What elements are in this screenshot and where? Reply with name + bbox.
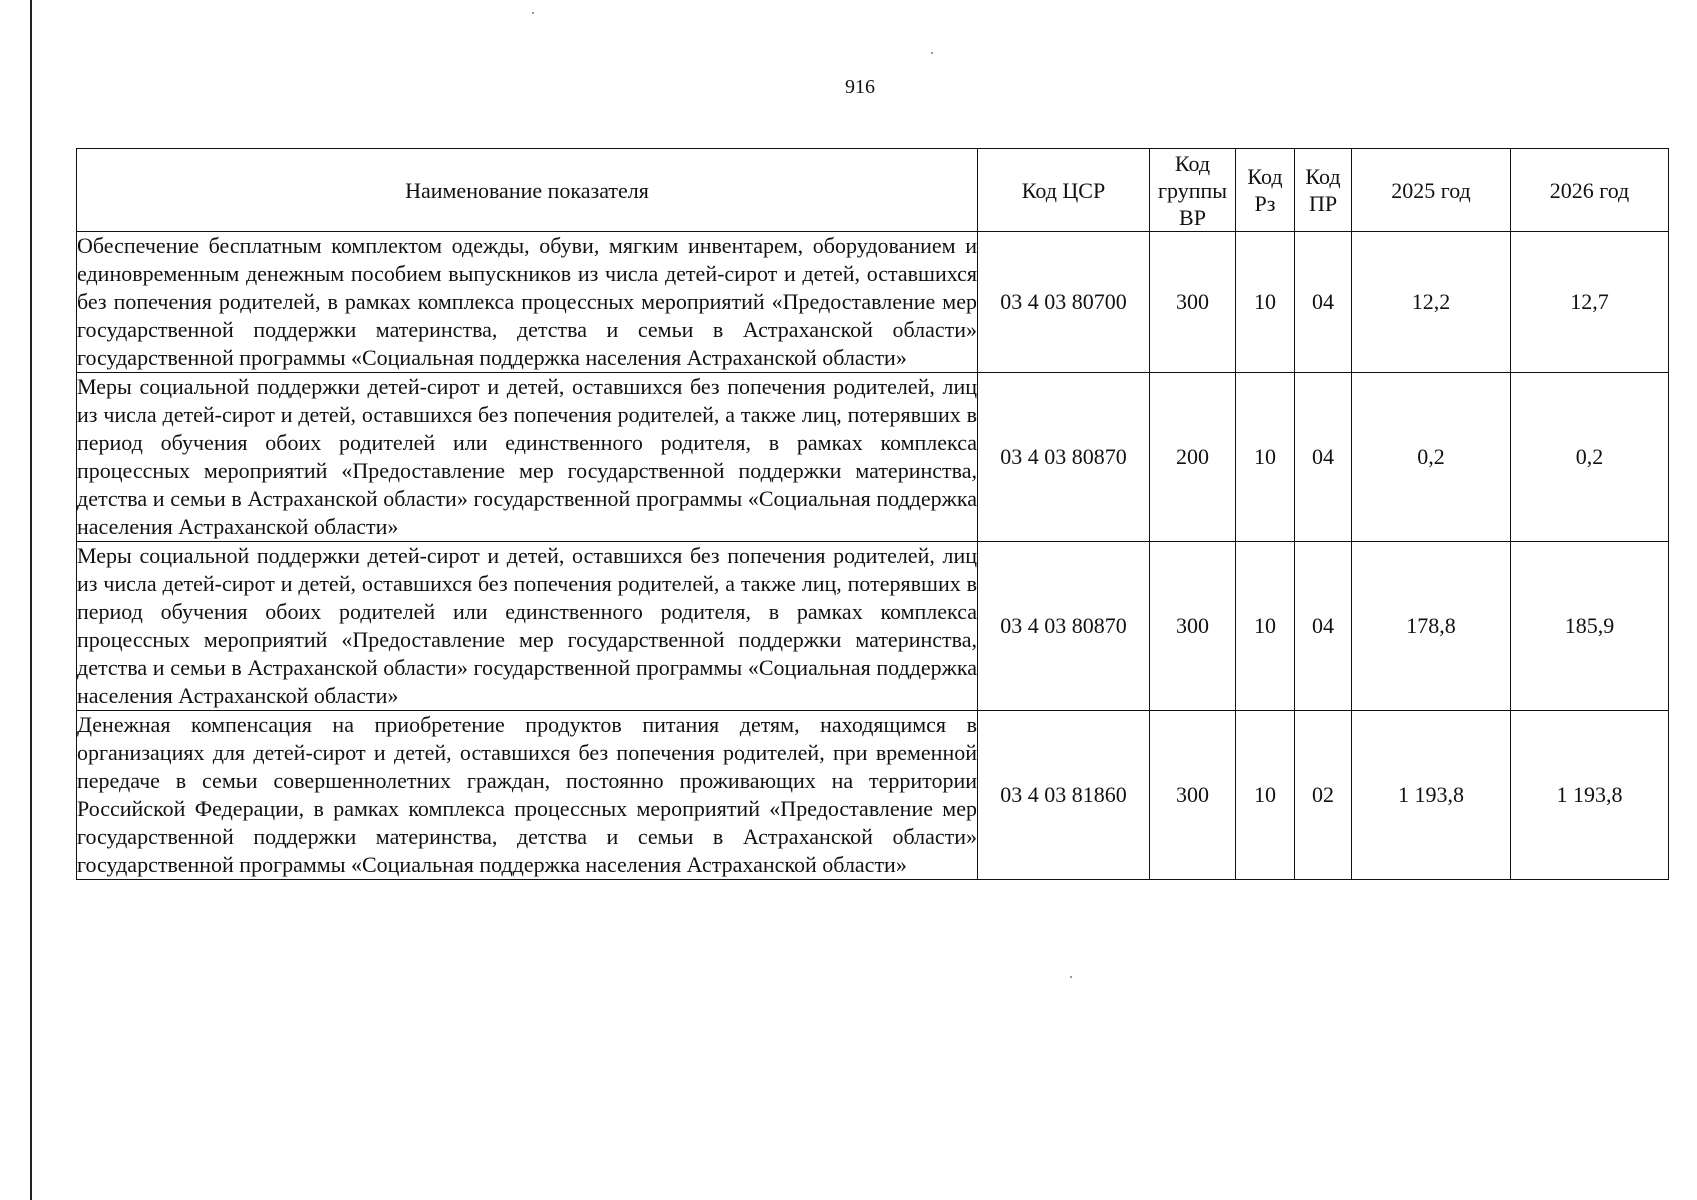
rz-code-cell: 10 bbox=[1236, 542, 1295, 711]
indicator-name-cell: Меры социальной поддержки детей-сирот и детей, оставшихся без попечения родителей, лиц из числа детей-сирот и детей, оставшихся без попечения родителей, а также лиц, потерявших в период обучения обоих родителей или единственного родителя, в рамках комплекса процессных мероприятий «Предоставление мер государственной поддержки материнства, детства и семьи в Астраханской области» государственной программы «Социальная поддержка населения Астраханской области» bbox=[77, 542, 978, 711]
pr-code-cell: 04 bbox=[1295, 373, 1352, 542]
header-indicator-name: Наименование показателя bbox=[77, 149, 978, 232]
indicator-name-cell: Денежная компенсация на приобретение продуктов питания детям, находящимся в организациях для детей-сирот и детей, оставшихся без попечения родителей, при временной передаче в семьи совершеннолетних граждан, постоянно проживающих на территории Российской Федерации, в рамках комплекса процессных мероприятий «Предоставление мер государственной поддержки материнства, детства и семьи в Астраханской области» государственной программы «Социальная поддержка населения Астраханской области» bbox=[77, 711, 978, 880]
csr-code-cell: 03 4 03 80870 bbox=[978, 542, 1150, 711]
csr-code-cell: 03 4 03 81860 bbox=[978, 711, 1150, 880]
rz-code-cell: 10 bbox=[1236, 711, 1295, 880]
table-row bbox=[77, 711, 1669, 880]
amount-2026-cell: 1 193,8 bbox=[1511, 711, 1669, 880]
scan-speck bbox=[532, 12, 534, 14]
vr-code-cell: 200 bbox=[1150, 373, 1236, 542]
header-year-2026: 2026 год bbox=[1511, 149, 1669, 232]
table-row bbox=[77, 542, 1669, 711]
csr-code-cell: 03 4 03 80870 bbox=[978, 373, 1150, 542]
table-row bbox=[77, 373, 1669, 542]
amount-2026-cell: 12,7 bbox=[1511, 232, 1669, 373]
amount-2025-cell: 178,8 bbox=[1352, 542, 1511, 711]
pr-code-cell: 02 bbox=[1295, 711, 1352, 880]
pr-code-cell: 04 bbox=[1295, 542, 1352, 711]
vr-code-cell: 300 bbox=[1150, 232, 1236, 373]
page-binding-edge bbox=[30, 0, 32, 1200]
vr-code-cell: 300 bbox=[1150, 542, 1236, 711]
amount-2025-cell: 1 193,8 bbox=[1352, 711, 1511, 880]
header-csr-code: Код ЦСР bbox=[978, 149, 1150, 232]
scan-speck bbox=[1070, 976, 1072, 978]
pr-code-cell: 04 bbox=[1295, 232, 1352, 373]
amount-2025-cell: 12,2 bbox=[1352, 232, 1511, 373]
header-vr-group-code: Код группы ВР bbox=[1150, 149, 1236, 232]
rz-code-cell: 10 bbox=[1236, 373, 1295, 542]
indicator-name-cell: Обеспечение бесплатным комплектом одежды, обуви, мягким инвентарем, оборудованием и единовременным денежным пособием выпускников из числа детей-сирот и детей, оставшихся без попечения родителей, в рамках комплекса процессных мероприятий «Предоставление мер государственной поддержки материнства, детства и семьи в Астраханской области» государственной программы «Социальная поддержка населения Астраханской области» bbox=[77, 232, 978, 373]
rz-code-cell: 10 bbox=[1236, 232, 1295, 373]
header-rz-code: Код Рз bbox=[1236, 149, 1295, 232]
scan-speck bbox=[931, 52, 933, 54]
amount-2026-cell: 185,9 bbox=[1511, 542, 1669, 711]
budget-table bbox=[76, 148, 1669, 880]
amount-2026-cell: 0,2 bbox=[1511, 373, 1669, 542]
header-year-2025: 2025 год bbox=[1352, 149, 1511, 232]
csr-code-cell: 03 4 03 80700 bbox=[978, 232, 1150, 373]
vr-code-cell: 300 bbox=[1150, 711, 1236, 880]
page-number: 916 bbox=[845, 76, 875, 98]
indicator-name-cell: Меры социальной поддержки детей-сирот и детей, оставшихся без попечения родителей, лиц из числа детей-сирот и детей, оставшихся без попечения родителей, а также лиц, потерявших в период обучения обоих родителей или единственного родителя, в рамках комплекса процессных мероприятий «Предоставление мер государственной поддержки материнства, детства и семьи в Астраханской области» государственной программы «Социальная поддержка населения Астраханской области» bbox=[77, 373, 978, 542]
header-pr-code: Код ПР bbox=[1295, 149, 1352, 232]
amount-2025-cell: 0,2 bbox=[1352, 373, 1511, 542]
table-header-row bbox=[77, 149, 1669, 232]
table-row bbox=[77, 232, 1669, 373]
